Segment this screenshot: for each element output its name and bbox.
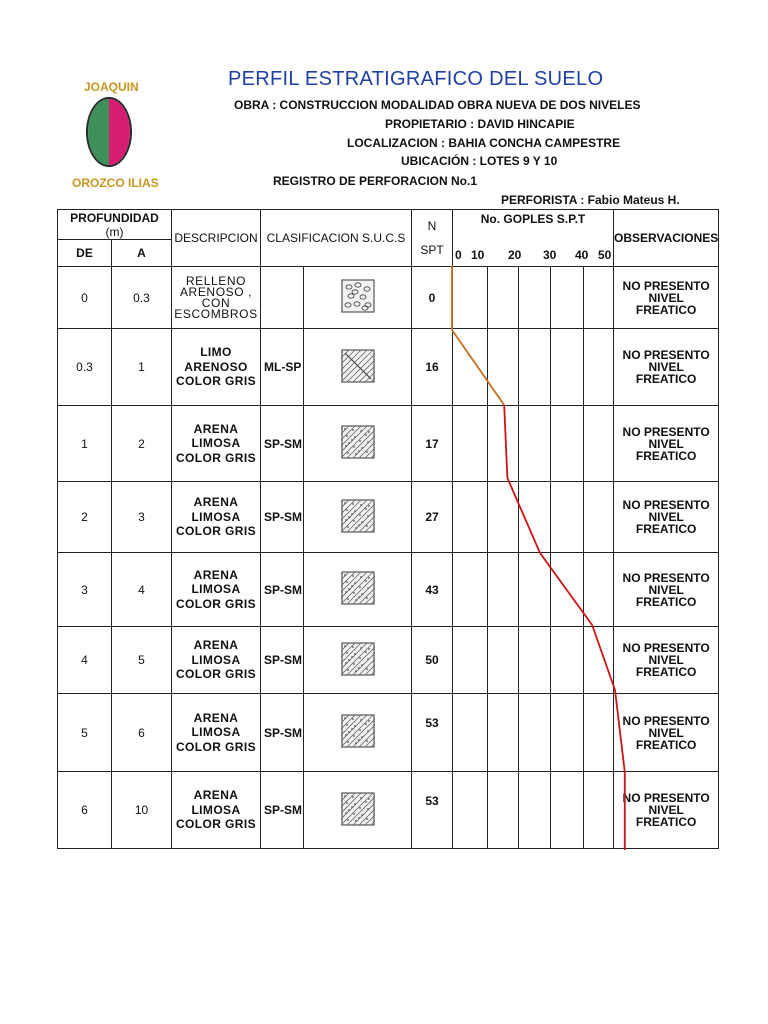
depth-from: 1 xyxy=(58,406,112,482)
descripcion-header: DESCRIPCION xyxy=(172,210,261,267)
golpes-header: No. GOPLES S.P.T 0 10 20 30 40 50 xyxy=(453,210,614,267)
depth-to: 2 xyxy=(112,406,172,482)
spt-value: 17 xyxy=(412,406,453,482)
scale-tick-20: 20 xyxy=(508,248,522,262)
spt-profile-segment xyxy=(507,478,540,553)
spt-profile-segment xyxy=(592,625,615,690)
spt-value: 50 xyxy=(412,627,453,694)
soil-description: ARENA LIMOSA COLOR GRIS xyxy=(172,406,261,482)
scale-tick-50: 50 xyxy=(598,248,612,262)
soil-description: ARENA LIMOSA COLOR GRIS xyxy=(172,772,261,849)
sucs-code: SP-SM xyxy=(261,406,304,482)
soil-description: ARENA LIMOSA COLOR GRIS xyxy=(172,627,261,694)
perforista-line: PERFORISTA : Fabio Mateus H. xyxy=(501,193,680,207)
soil-description: RELLENO ARENOSO , CON ESCOMBROS xyxy=(172,267,261,329)
depth-from: 2 xyxy=(58,482,112,553)
page-title: PERFIL ESTRATIGRAFICO DEL SUELO xyxy=(228,68,604,90)
depth-from: 6 xyxy=(58,772,112,849)
sucs-code: ML-SP xyxy=(261,329,304,406)
scale-tick-30: 30 xyxy=(543,248,557,262)
spt-profile-segment xyxy=(615,690,625,772)
observaciones-cell: NO PRESENTO NIVEL FREATICO xyxy=(614,482,719,553)
spt-value: 43 xyxy=(412,553,453,627)
sucs-code: SP-SM xyxy=(261,694,304,772)
soil-description: ARENA LIMOSA COLOR GRIS xyxy=(172,482,261,553)
observaciones-cell: NO PRESENTO NIVEL FREATICO xyxy=(614,627,719,694)
depth-to: 5 xyxy=(112,627,172,694)
spt-value: 53 xyxy=(412,772,453,849)
observaciones-cell: NO PRESENTO NIVEL FREATICO xyxy=(614,267,719,329)
depth-to: 4 xyxy=(112,553,172,627)
observaciones-cell: NO PRESENTO NIVEL FREATICO xyxy=(614,553,719,627)
depth-from: 4 xyxy=(58,627,112,694)
depth-from: 3 xyxy=(58,553,112,627)
observaciones-cell: NO PRESENTO NIVEL FREATICO xyxy=(614,329,719,406)
sucs-code: SP-SM xyxy=(261,627,304,694)
sucs-code: SP-SM xyxy=(261,553,304,627)
profundidad-header: PROFUNDIDAD (m) xyxy=(58,210,172,240)
soil-description: ARENA LIMOSA COLOR GRIS xyxy=(172,694,261,772)
observaciones-cell: NO PRESENTO NIVEL FREATICO xyxy=(614,694,719,772)
ubicacion-line: UBICACIÓN : LOTES 9 Y 10 xyxy=(401,154,558,168)
depth-from: 0 xyxy=(58,267,112,329)
propietario-line: PROPIETARIO : DAVID HINCAPIE xyxy=(385,117,575,131)
depth-to: 0.3 xyxy=(112,267,172,329)
depth-from: 0.3 xyxy=(58,329,112,406)
registro-line: REGISTRO DE PERFORACION No.1 xyxy=(273,174,478,188)
observaciones-header: OBSERVACIONES xyxy=(614,210,719,267)
sucs-code: SP-SM xyxy=(261,482,304,553)
depth-from: 5 xyxy=(58,694,112,772)
spt-profile-segment xyxy=(504,405,507,478)
de-header: DE xyxy=(58,240,112,267)
logo-top-text: JOAQUIN xyxy=(84,80,139,94)
spt-value: 27 xyxy=(412,482,453,553)
scale-tick-40: 40 xyxy=(575,248,589,262)
observaciones-cell: NO PRESENTO NIVEL FREATICO xyxy=(614,772,719,849)
n-spt-header: N SPT xyxy=(412,210,453,267)
clasificacion-header: CLASIFICACION S.U.C.S xyxy=(261,210,412,267)
obra-line: OBRA : CONSTRUCCION MODALIDAD OBRA NUEVA DE DOS NIVELES xyxy=(234,98,641,112)
depth-to: 6 xyxy=(112,694,172,772)
scale-tick-0: 0 xyxy=(455,248,462,262)
spt-value: 53 xyxy=(412,694,453,772)
observaciones-cell: NO PRESENTO NIVEL FREATICO xyxy=(614,406,719,482)
spt-profile-segment xyxy=(452,330,504,405)
spt-value: 0 xyxy=(412,267,453,329)
depth-to: 1 xyxy=(112,329,172,406)
a-header: A xyxy=(112,240,172,267)
spt-profile-segment xyxy=(540,553,592,625)
soil-description: ARENA LIMOSA COLOR GRIS xyxy=(172,553,261,627)
localizacion-line: LOCALIZACION : BAHIA CONCHA CAMPESTRE xyxy=(347,136,621,150)
depth-to: 10 xyxy=(112,772,172,849)
depth-to: 3 xyxy=(112,482,172,553)
soil-description: LIMO ARENOSO COLOR GRIS xyxy=(172,329,261,406)
logo-bottom-text: OROZCO ILIAS xyxy=(72,176,159,190)
spt-value: 16 xyxy=(412,329,453,406)
sucs-code: SP-SM xyxy=(261,772,304,849)
scale-tick-10: 10 xyxy=(471,248,485,262)
